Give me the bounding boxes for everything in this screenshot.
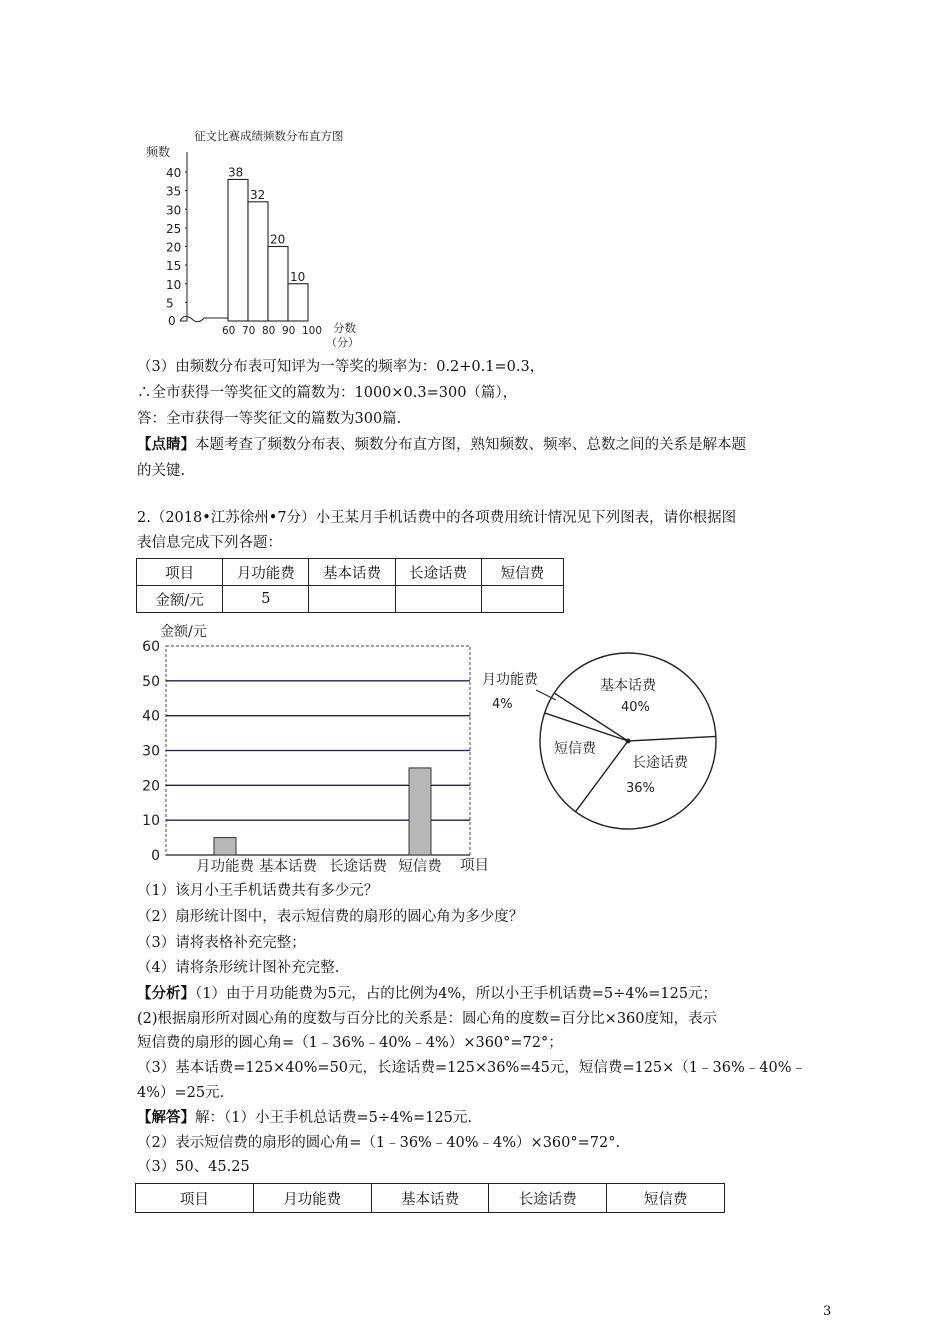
analysis-tag: 【分析】 bbox=[137, 985, 195, 1002]
analysis-line-3: 短信费的扇形的圆心角=（1﹣36%﹣40%﹣4%）×360°=72°； bbox=[137, 1035, 563, 1051]
table-header-cell: 月功能费 bbox=[253, 1184, 371, 1213]
bar-chart-xtick-label: 基本话费 bbox=[259, 859, 317, 875]
comment-line bbox=[137, 435, 746, 455]
table-cell bbox=[395, 586, 481, 613]
pie-label-basic-name: 基本话费 bbox=[600, 678, 656, 694]
bar-chart-xtick-label: 短信费 bbox=[398, 859, 442, 875]
answer-table bbox=[135, 1183, 725, 1213]
histogram-bar bbox=[268, 247, 288, 322]
table-row bbox=[136, 1184, 725, 1213]
question-2: （2）扇形统计图中，表示短信费的扇形的圆心角为多少度？ bbox=[137, 909, 524, 925]
analysis-line-4: （3）基本话费=125×40%=50元，长途话费=125×36%=45元，短信费=125×（1﹣36%﹣40%﹣ bbox=[137, 1060, 806, 1076]
bar-chart-ytick-label: 60 bbox=[142, 639, 160, 655]
bar-chart-ytick-label: 0 bbox=[151, 848, 160, 864]
pie-label-long-name: 长途话费 bbox=[632, 755, 688, 771]
histogram-bar-label: 20 bbox=[270, 232, 286, 247]
histogram-bar-label: 38 bbox=[228, 165, 244, 180]
table-header-cell: 短信费 bbox=[607, 1184, 725, 1213]
solution-line-1: （3）由频数分布表可知评为一等奖的频率为：0.2+0.1=0.3， bbox=[137, 359, 545, 375]
solution-line-3: 答：全市获得一等奖征文的篇数为300篇. bbox=[137, 411, 402, 427]
table-header-cell: 长途话费 bbox=[489, 1184, 607, 1213]
table-row bbox=[137, 586, 564, 613]
table-header-cell: 项目 bbox=[137, 559, 223, 586]
cost-bar-chart bbox=[138, 618, 498, 880]
histogram-bar-label: 32 bbox=[250, 187, 266, 202]
comment-text: 本题考查了频数分布表、频数分布直方图，熟知频数、频率、总数之间的关系是解本题 bbox=[195, 437, 746, 453]
table-header-cell: 长途话费 bbox=[395, 559, 481, 586]
bar-chart-xtick-label: 长途话费 bbox=[329, 859, 387, 875]
histogram-ytick-label: 35 bbox=[166, 184, 182, 199]
table-cell bbox=[481, 586, 563, 613]
histogram-ytick-label: 40 bbox=[166, 166, 182, 180]
histogram-xtick-label: 70 bbox=[242, 325, 256, 337]
pie-label-monthly-pct: 4% bbox=[492, 697, 513, 712]
histogram-title: 征文比赛成绩频数分布直方图 bbox=[194, 129, 344, 143]
comment-line-2: 的关键. bbox=[137, 463, 186, 479]
cost-pie-chart bbox=[478, 648, 728, 834]
histogram-xtick-label: 60 bbox=[222, 325, 236, 337]
pie-label-sms-name: 短信费 bbox=[554, 741, 596, 757]
analysis-line-5: 4%）=25元. bbox=[137, 1085, 225, 1101]
table-row-label: 金额/元 bbox=[137, 586, 223, 613]
histogram-yticks bbox=[166, 166, 187, 328]
analysis-line-2: (2)根据扇形所对圆心角的度数与百分比的关系是：圆心角的度数=百分比×360度知，表示 bbox=[137, 1011, 718, 1027]
bar-chart-ytick-label: 50 bbox=[142, 673, 160, 690]
solution-line-2: ∴全市获得一等奖征文的篇数为：1000×0.3=300（篇）， bbox=[137, 385, 518, 401]
table-cell bbox=[309, 586, 395, 613]
problem2-table bbox=[136, 558, 564, 613]
table-header-cell: 短信费 bbox=[481, 559, 563, 586]
histogram-ytick-label: 30 bbox=[166, 203, 182, 218]
histogram-xlabel: 分数 bbox=[333, 321, 356, 335]
analysis-line-1 bbox=[137, 984, 717, 1004]
histogram-ytick-label: 20 bbox=[166, 240, 182, 255]
bar-chart-ytick-label: 10 bbox=[142, 813, 160, 830]
table-header-cell: 基本话费 bbox=[371, 1184, 489, 1213]
histogram-ytick-label: 15 bbox=[166, 259, 182, 274]
answer-line-1 bbox=[137, 1108, 472, 1128]
question-1: （1）该月小王手机话费共有多少元？ bbox=[137, 883, 379, 899]
analysis-text: （1）由于月功能费为5元，占的比例为4%，所以小王手机话费=5÷4%=125元； bbox=[195, 986, 718, 1002]
answer-tag: 【解答】 bbox=[137, 1109, 195, 1126]
problem2-line-1: 2.（2018•江苏徐州•7分）小王某月手机话费中的各项费用统计情况见下列图表，请你根据图 bbox=[137, 510, 737, 526]
histogram-bar-label: 10 bbox=[290, 269, 306, 284]
histogram-ylabel: 频数 bbox=[146, 145, 171, 159]
bar-chart-ytick-label: 20 bbox=[142, 778, 160, 795]
pie-label-monthly-name: 月功能费 bbox=[482, 672, 538, 688]
answer-text: 解：（1）小王手机总话费=5÷4%=125元. bbox=[195, 1110, 472, 1126]
histogram-ytick-label: 25 bbox=[166, 221, 182, 236]
comment-tag: 【点睛】 bbox=[137, 436, 195, 453]
histogram-xtick-label: 90 bbox=[282, 325, 296, 337]
histogram-ytick-label: 0 bbox=[168, 314, 176, 328]
histogram-ytick-label: 5 bbox=[166, 296, 174, 311]
pie-label-basic-pct: 40% bbox=[621, 700, 650, 715]
frequency-histogram bbox=[140, 122, 380, 350]
answer-line-3: （3）50、45.25 bbox=[137, 1159, 250, 1175]
bar-chart-xlabel: 项目 bbox=[460, 858, 489, 874]
table-row bbox=[137, 559, 564, 586]
histogram-bar bbox=[228, 179, 248, 321]
bar-chart-bar bbox=[409, 768, 431, 855]
answer-line-2: （2）表示短信费的扇形的圆心角=（1﹣36%﹣40%﹣4%）×360°=72°. bbox=[137, 1135, 621, 1151]
bar-chart-ylabel: 金额/元 bbox=[160, 624, 207, 640]
table-cell: 5 bbox=[223, 586, 309, 613]
bar-chart-ytick-label: 40 bbox=[142, 708, 160, 725]
histogram-bar bbox=[288, 284, 308, 321]
histogram-xunit: （分） bbox=[326, 336, 359, 349]
bar-chart-xtick-label: 月功能费 bbox=[196, 859, 254, 875]
page-number: 3 bbox=[823, 1304, 832, 1319]
problem2-line-2: 表信息完成下列各题： bbox=[137, 535, 282, 551]
histogram-bar bbox=[248, 202, 268, 321]
histogram-xtick-label: 80 bbox=[262, 325, 276, 337]
pie-center bbox=[626, 739, 631, 744]
question-3: （3）请将表格补充完整； bbox=[137, 935, 306, 951]
table-header-cell: 基本话费 bbox=[309, 559, 395, 586]
bar-chart-ytick-label: 30 bbox=[142, 743, 160, 760]
table-header-cell: 项目 bbox=[136, 1184, 254, 1213]
histogram-xtick-label: 100 bbox=[302, 325, 323, 337]
question-4: （4）请将条形统计图补充完整. bbox=[137, 960, 340, 976]
histogram-ytick-label: 10 bbox=[166, 277, 182, 292]
table-header-cell: 月功能费 bbox=[223, 559, 309, 586]
pie-label-long-pct: 36% bbox=[626, 781, 655, 796]
bar-chart-bar bbox=[214, 838, 236, 855]
